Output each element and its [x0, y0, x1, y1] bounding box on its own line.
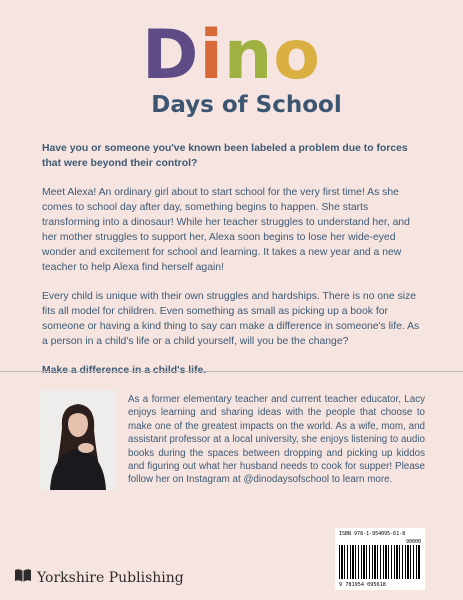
blurb-paragraph-message: Every child is unique with their own struggles and hardships. There is no one size fits all model for children. Even something as small as picking up a book for someone or having a kind thing to say can make a difference in someone's life. As a person in a child's life or a child yourself, will you be the change? — [42, 291, 420, 347]
section-divider — [0, 371, 463, 372]
blurb-paragraph-story: Meet Alexa! An ordinary girl about to start school for the very first time! As she comes to school day after day, something begins to happen. She starts transforming into a dinosaur! While her teacher struggles to understand her, and her mother struggles to support her, Alexa soon begins to lose her wide-eyed wonder and excitement for school and learning. It takes a new year and a new teacher to help Alexa find herself again! — [42, 187, 410, 273]
book-title — [0, 16, 463, 95]
isbn-barcode — [335, 528, 425, 590]
title-letter-i: i — [199, 16, 224, 95]
book-subtitle: Days of School — [151, 92, 342, 118]
title-letter-d: D — [142, 16, 200, 95]
author-bio: As a former elementary teacher and current teacher educator, Lacy enjoys learning and sharing ideas with the people that choose to make one of the greatest impacts on the world. As a wife, mom, and assistant professor at a local university, she enjoys listening to audio books during the spaces between dropping and picking up kiddos and figuring out what her husband needs to cook for supper! Please follow her on Instagram at @dinodaysofschool to learn more. — [128, 394, 425, 486]
title-letter-o: o — [273, 16, 321, 95]
price-code: 90000 — [405, 539, 421, 545]
author-photo — [40, 390, 116, 490]
cover-title-block — [0, 16, 463, 118]
title-letter-n: n — [223, 16, 274, 95]
back-cover-blurb — [42, 141, 425, 392]
isbn-label: ISBN 978-1-954095-61-8 — [339, 531, 406, 537]
blurb-lead-question: Have you or someone you've known been labeled a problem due to forces that were beyond their control? — [42, 143, 408, 169]
publisher-logo — [14, 567, 184, 588]
publisher-name: Yorkshire Publishing — [37, 569, 184, 586]
book-icon — [14, 567, 32, 588]
barcode-bars — [339, 545, 421, 579]
barcode-digits: 9 781954 095618 — [339, 582, 386, 588]
